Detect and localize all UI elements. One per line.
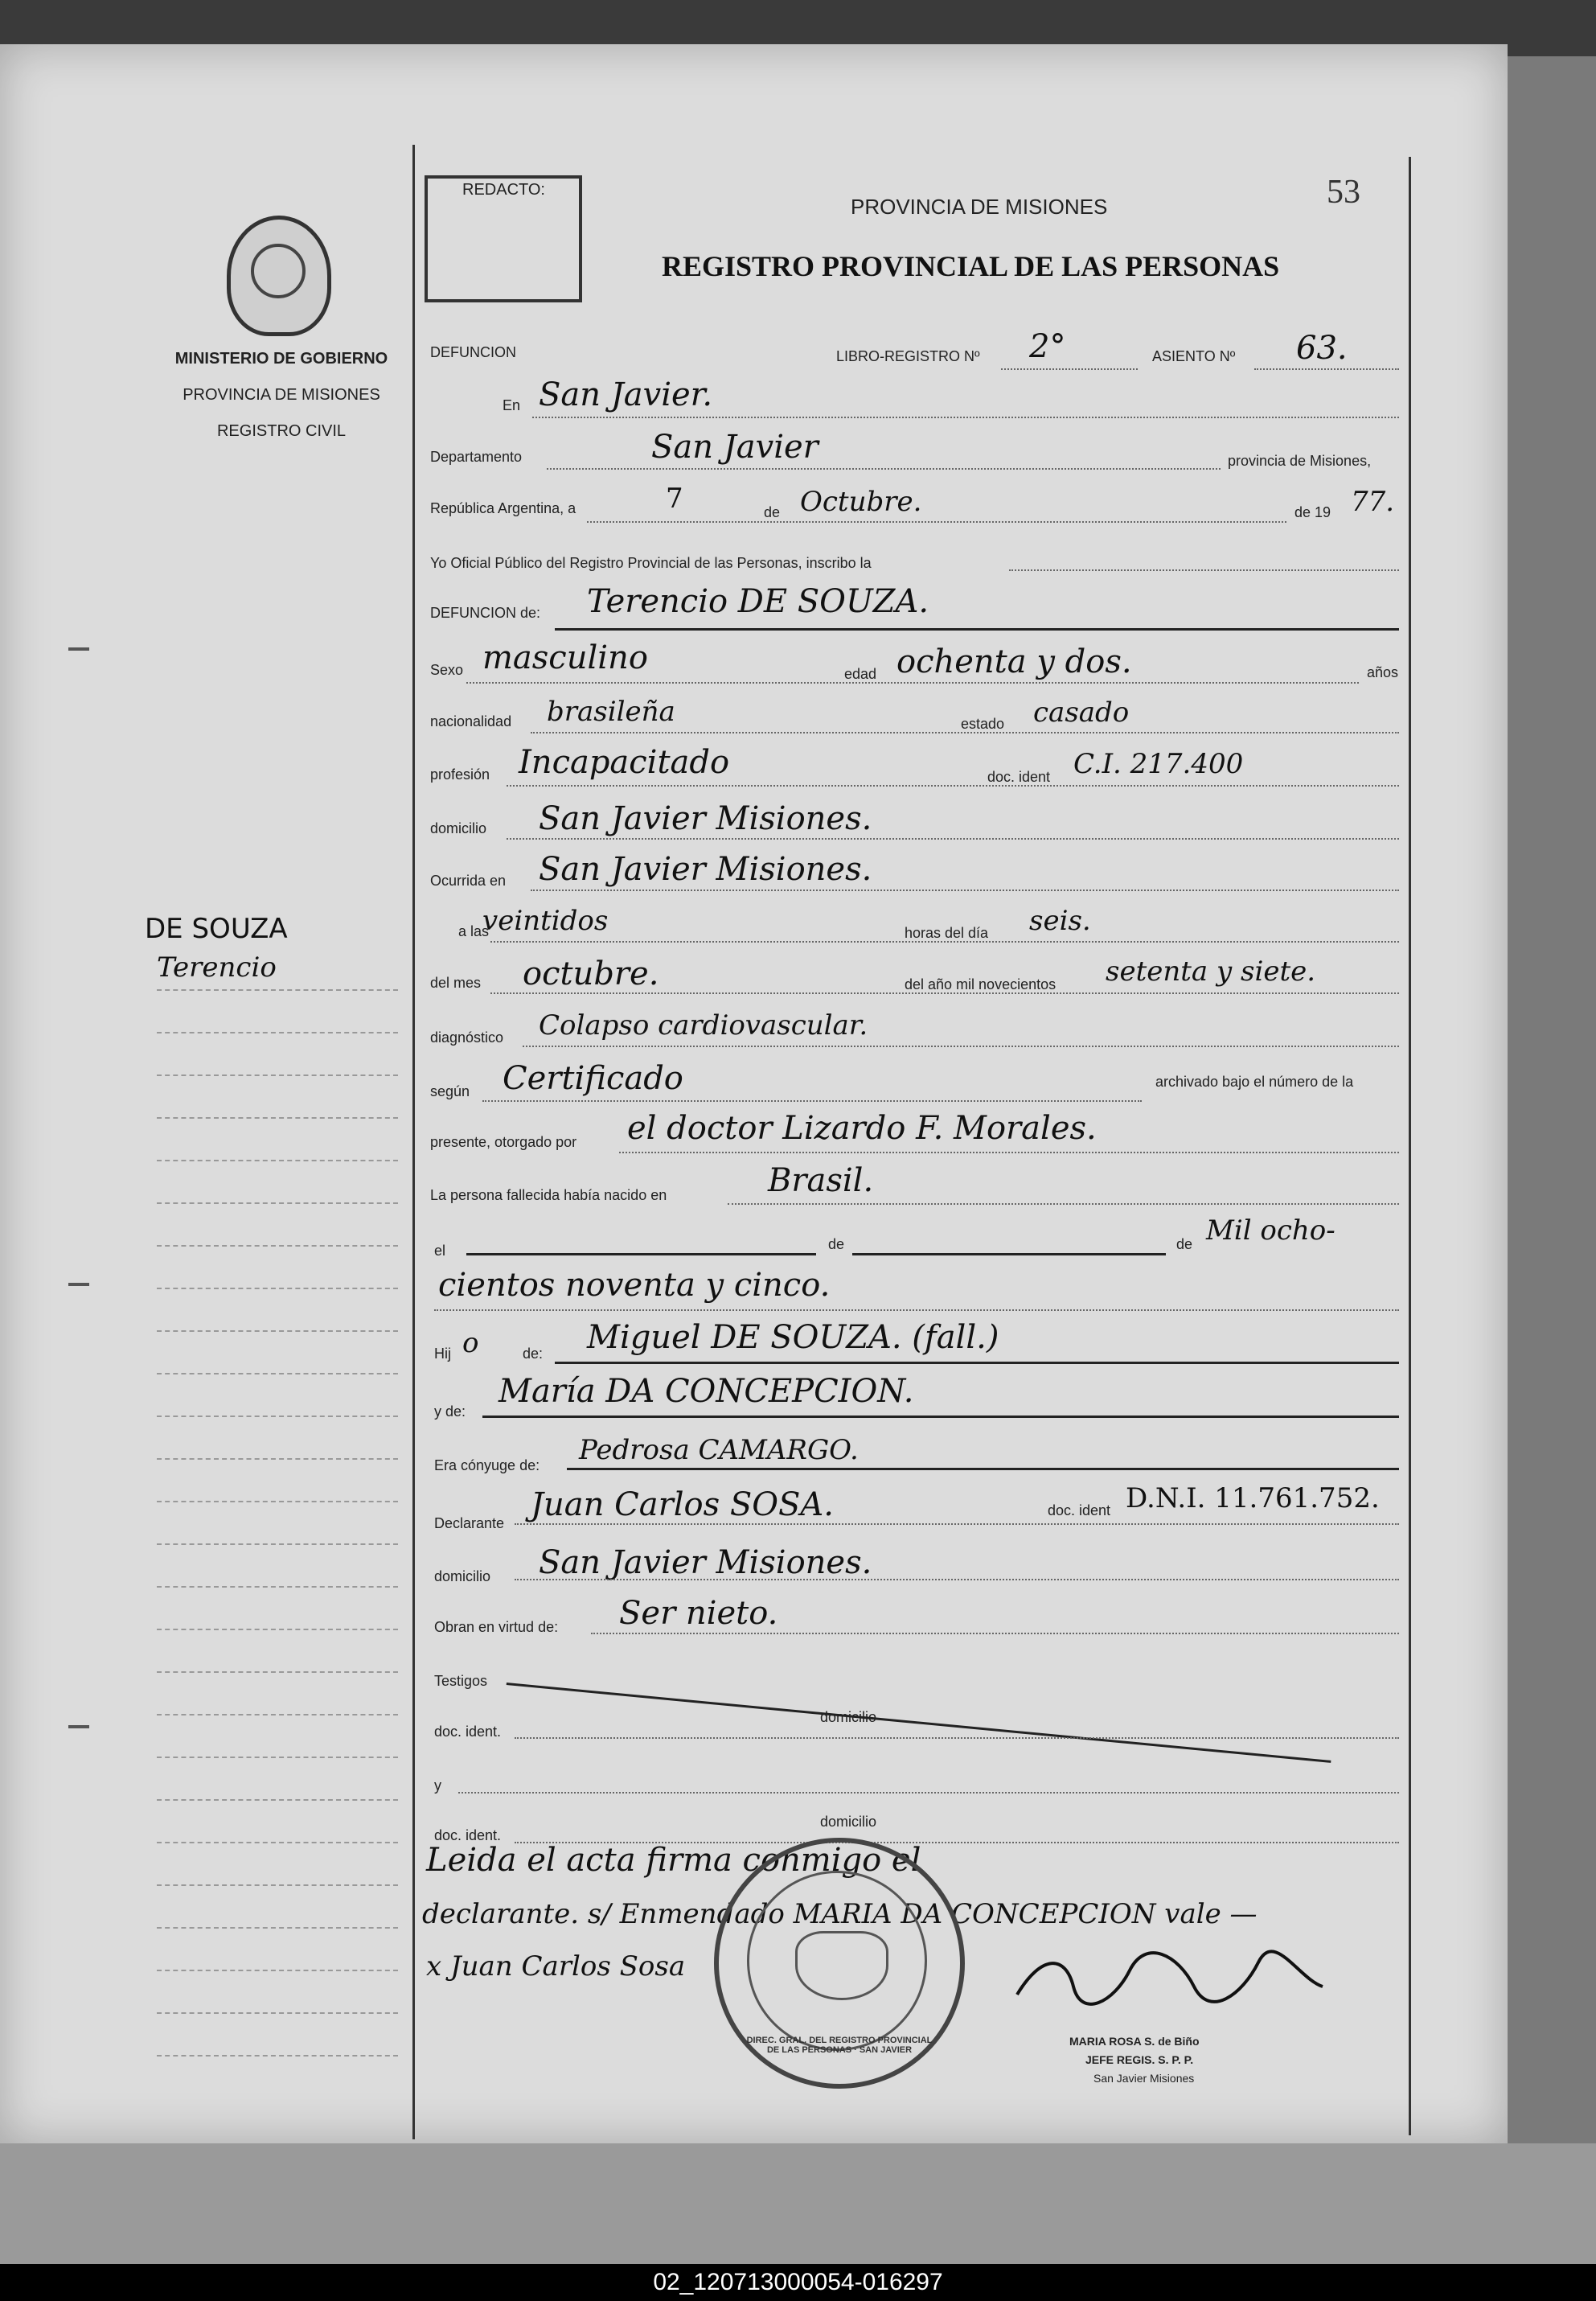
anio-muerte-value: setenta y siete. [1106,955,1316,988]
fill-line [507,838,1399,840]
testigo2-doc-label: doc. ident. [434,1827,502,1843]
margin-rule [157,989,398,991]
doc-declarante-label: doc. ident [1048,1502,1111,1518]
fill-line [515,1523,1399,1525]
fill-line [490,941,1399,943]
profesion-label: profesión [430,766,490,783]
testigo2-domicilio-label: domicilio [820,1814,877,1830]
margin-rule [157,1970,398,1971]
sexo-label: Sexo [430,662,464,678]
diagnostico-value: Colapso cardiovascular. [539,1009,868,1042]
book-edge [1508,56,1596,2147]
solid-line [466,1253,816,1255]
edad-value: ochenta y dos. [896,643,1132,680]
margin-rule [157,1543,398,1545]
margin-given-name: Terencio [157,951,277,984]
obran-value: Ser nieto. [619,1595,778,1632]
yo-oficial-text: Yo Oficial Público del Registro Provincial de las Personas, inscribo la [430,555,872,571]
nacido-value: Brasil. [768,1162,874,1199]
horas-label: horas del día [905,925,989,941]
margin-rule [157,1714,398,1715]
ocurrida-value: San Javier Misiones. [539,851,872,888]
profesion-value: Incapacitado [519,744,730,781]
seal-text: DIREC. GRAL. DEL REGISTRO PROVINCIAL DE LAS PERSONAS · SAN JAVIER [746,2036,933,2055]
segun-label: según [430,1083,470,1099]
sexo-value: masculino [482,639,648,676]
margin-rule [157,1799,398,1801]
ministry-province-label: PROVINCIA DE MISIONES [183,386,380,404]
defuncion-de-label: DEFUNCION de: [430,605,541,621]
register-page [0,44,1508,2143]
official-signature [1009,1946,1331,2035]
deceased-name: Terencio DE SOUZA. [587,583,929,620]
registry-title: REGISTRO PROVINCIAL DE LAS PERSONAS [662,250,1280,282]
binding-mark [68,647,89,651]
province-title: PROVINCIA DE MISIONES [851,195,1108,219]
asiento-value: 63. [1296,330,1348,367]
fill-line [728,1203,1399,1205]
conyuge-value: Pedrosa CAMARGO. [579,1434,859,1466]
madre-label: y de: [434,1403,466,1420]
nacido-label: La persona fallecida había nacido en [430,1187,667,1203]
a-las-label: a las [458,923,490,939]
solid-line [852,1253,1166,1255]
signature-caption-3: San Javier Misiones [1093,2072,1195,2085]
obran-label: Obran en virtud de: [434,1619,559,1635]
margin-rule [157,1458,398,1460]
diagnostico-label: diagnóstico [430,1029,504,1046]
fill-line [547,468,1221,470]
doc-ident-value: C.I. 217.400 [1073,748,1244,780]
margin-rule [157,1288,398,1289]
margin-surname: DE SOUZA [145,913,288,945]
fill-line [458,1792,1399,1794]
libro-label: LIBRO-REGISTRO Nº [836,348,980,364]
official-seal [714,1838,965,2089]
asiento-label: ASIENTO Nº [1152,348,1236,364]
estado-value: casado [1033,696,1130,729]
redacto-label: REDACTO: [462,181,545,199]
margin-rule [157,1586,398,1588]
margin-rule [157,1884,398,1886]
del-mes-label: del mes [430,975,482,991]
margin-rule [157,1416,398,1417]
testigo2-label: y [434,1777,441,1794]
doc-ident-label: doc. ident [987,769,1051,785]
page-number: 53 [1327,174,1360,211]
testigo1-doc-label: doc. ident. [434,1724,502,1740]
fill-line [515,1737,1399,1739]
margin-rule [157,1927,398,1929]
seal-emblem-icon [795,1931,888,2000]
closing-line-2: declarante. s/ Enmendado MARIA DA CONCEPCION vale — [422,1898,1258,1930]
fill-line [531,890,1399,891]
nacionalidad-value: brasileña [547,696,675,728]
fill-line [515,1579,1399,1580]
frame-left-line [412,145,415,2139]
fill-line [482,1100,1142,1102]
fill-line [1254,368,1399,370]
fill-line [1009,569,1399,571]
de-anio-label: de 19 [1294,504,1331,520]
libro-value: 2° [1029,328,1066,365]
domicilio-label: domicilio [430,820,487,836]
padre-value: Miguel DE SOUZA. (fall.) [587,1319,999,1356]
document-id: 02_120713000054-016297 [0,2264,1596,2301]
fill-line [466,682,1359,684]
margin-rule [157,1032,398,1033]
signature-caption-1: MARIA ROSA S. de Biño [1069,2035,1200,2048]
margin-rule [157,1245,398,1247]
a-las-value: veintidos [482,905,609,937]
en-value: San Javier. [539,376,713,413]
margin-rule [157,1160,398,1161]
mes-muerte-value: octubre. [523,955,659,992]
doc-declarante-value: D.N.I. 11.761.752. [1126,1482,1380,1514]
closing-line-3: x Juan Carlos Sosa [426,1950,686,1983]
closing-line-1: Leida el acta firma conmigo el [426,1842,921,1879]
margin-rule [157,1330,398,1332]
fill-line [507,785,1399,787]
en-label: En [503,397,521,413]
hij-suffix: o [462,1327,479,1359]
margin-rule [157,1074,398,1076]
departamento-value: San Javier [651,429,819,466]
domicilio-declarante-value: San Javier Misiones. [539,1544,872,1581]
otorgado-value: el doctor Lizardo F. Morales. [627,1110,1097,1147]
civil-registry-label: REGISTRO CIVIL [216,422,347,440]
fill-line [490,992,1399,994]
margin-rule [157,1501,398,1502]
signature-caption-2: JEFE REGIS. S. P. P. [1085,2053,1194,2066]
conyuge-label: Era cónyuge de: [434,1457,540,1473]
province-emblem-icon [227,216,331,336]
padre-label: de: [523,1346,544,1362]
margin-rule [157,1373,398,1374]
ocurrida-label: Ocurrida en [430,873,507,889]
binding-mark [68,1283,89,1286]
margin-rule [157,1757,398,1758]
binding-mark [68,1725,89,1728]
edad-label: edad [844,666,877,682]
nacionalidad-label: nacionalidad [430,713,512,729]
domicilio-value: San Javier Misiones. [539,800,872,837]
margin-rule [157,1117,398,1119]
el-label: el [434,1243,446,1259]
anios-label: años [1367,664,1399,680]
fill-line [532,417,1399,418]
hij-label: Hij [434,1346,451,1362]
fill-line [523,1046,1399,1047]
fill-line [587,521,1286,523]
declarante-label: Declarante [434,1515,505,1531]
signature-stroke-icon [1009,1946,1331,2011]
margin-rule [157,1202,398,1204]
testigo1-domicilio-label: domicilio [820,1709,877,1725]
solid-line [567,1468,1399,1470]
archivado-label: archivado bajo el número de la [1155,1074,1354,1090]
mes-value: Octubre. [800,486,922,518]
del-anio-label: del año mil novecientos [905,976,1056,992]
fill-line [591,1633,1399,1634]
fill-line [1001,368,1138,370]
madre-value: María DA CONCEPCION. [498,1373,914,1410]
departamento-label: Departamento [430,449,523,465]
de-label: de [764,504,781,520]
margin-rule [157,1629,398,1630]
solid-line [555,1362,1399,1364]
solid-line [482,1416,1399,1418]
margin-rule [157,1842,398,1843]
presente-label: presente, otorgado por [430,1134,577,1150]
anio-value: 77. [1351,486,1395,518]
margin-rule [157,1671,398,1673]
estado-label: estado [961,716,1005,732]
de3-label: de [1176,1236,1193,1252]
republica-label: República Argentina, a [430,500,576,516]
dia-value: 7 [666,483,683,515]
provincia-label: provincia de Misiones, [1228,453,1372,469]
segun-value: Certificado [503,1060,683,1097]
testigos-label: Testigos [434,1673,488,1689]
fill-line [531,732,1399,733]
frame-right-line [1409,157,1411,2135]
solid-line [555,628,1399,631]
ministry-label: MINISTERIO DE GOBIERNO [174,350,388,368]
book-bottom [0,2143,1596,2264]
de2-label: de [828,1236,845,1252]
domicilio-declarante-label: domicilio [434,1568,491,1584]
margin-rule [157,2012,398,2014]
fill-line [434,1309,1399,1311]
margin-rule [157,2055,398,2057]
anio-nac1-value: Mil ocho- [1206,1214,1335,1247]
defuncion-heading: DEFUNCION [430,344,516,360]
anio-nac2-value: cientos noventa y cinco. [438,1267,831,1304]
fill-line [619,1152,1399,1153]
dia-hora-value: seis. [1029,905,1091,937]
declarante-value: Juan Carlos SOSA. [531,1486,835,1523]
